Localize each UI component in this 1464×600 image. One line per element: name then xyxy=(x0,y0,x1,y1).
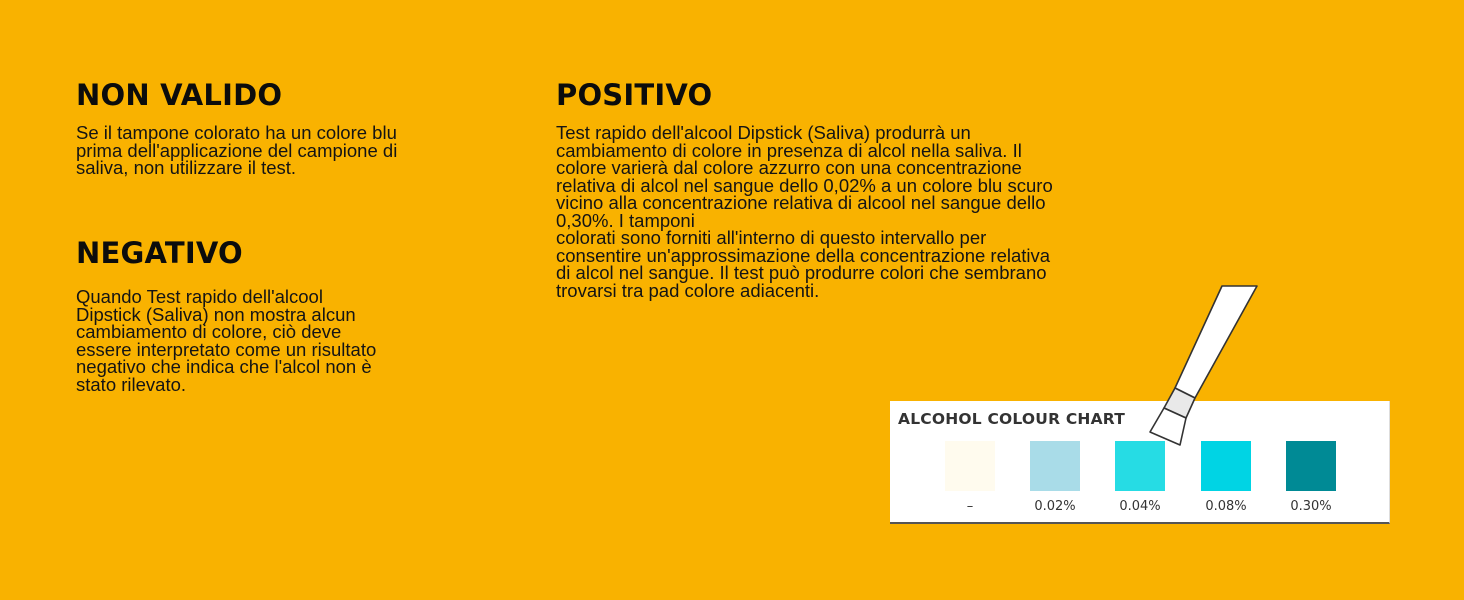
text-line: Quando Test rapido dell'alcool xyxy=(76,286,323,307)
section-negative xyxy=(76,236,486,393)
text-line: negativo che indica che l'alcol non è xyxy=(76,356,372,377)
swatch-label: 0.02% xyxy=(1034,499,1076,514)
swatch-0-02 xyxy=(1030,441,1080,491)
text-positive xyxy=(556,124,1126,299)
text-line: cambiamento di colore, ciò deve xyxy=(76,321,342,342)
heading-negative: NEGATIVO xyxy=(76,236,243,270)
text-line: consentire un'approssimazione della concentrazione relativa xyxy=(556,244,1051,266)
swatch-none xyxy=(945,441,995,491)
text-line: colore varierà dal colore azzurro con una concentrazione xyxy=(556,157,1022,178)
text-line: colorati sono forniti all'interno di questo intervallo per xyxy=(556,227,987,248)
text-negative xyxy=(76,288,448,393)
chart-title: ALCOHOL COLOUR CHART xyxy=(898,410,1125,428)
text-line: trovarsi tra pad colore adiacenti. xyxy=(556,279,820,301)
text-line: Dipstick (Saliva) non mostra alcun xyxy=(76,303,356,325)
section-positive xyxy=(556,78,1136,299)
heading-invalid: NON VALIDO xyxy=(76,78,283,112)
swatch-label: 0.04% xyxy=(1119,499,1161,514)
text-line: 0,30%. I tamponi xyxy=(556,209,695,231)
swatch-label: 0.30% xyxy=(1290,499,1332,514)
text-line: Test rapido dell'alcool Dipstick (Saliva) produrrà un xyxy=(556,122,971,143)
text-line: cambiamento di colore in presenza di alcol nella saliva. Il xyxy=(556,139,1022,161)
text-invalid xyxy=(76,124,456,177)
text-line: di alcol nel sangue. Il test può produrre colori che sembrano xyxy=(556,262,1047,283)
text-line: relativa di alcol nel sangue dello 0,02% a un colore blu scuro xyxy=(556,174,1053,196)
section-invalid xyxy=(76,78,486,177)
swatch-label: 0.08% xyxy=(1205,499,1247,514)
text-line: vicino alla concentrazione relativa di alcool nel sangue dello xyxy=(556,192,1046,213)
text-line: essere interpretato come un risultato xyxy=(76,338,377,360)
dipstick-icon xyxy=(1140,280,1270,450)
swatch-label: – xyxy=(966,499,974,514)
text-line: prima dell'applicazione del campione di xyxy=(76,139,398,161)
text-line: saliva, non utilizzare il test. xyxy=(76,157,297,178)
swatch-0-30 xyxy=(1286,441,1336,491)
text-line: stato rilevato. xyxy=(76,373,187,395)
text-line: Se il tampone colorato ha un colore blu xyxy=(76,122,397,143)
heading-positive: POSITIVO xyxy=(556,78,713,112)
